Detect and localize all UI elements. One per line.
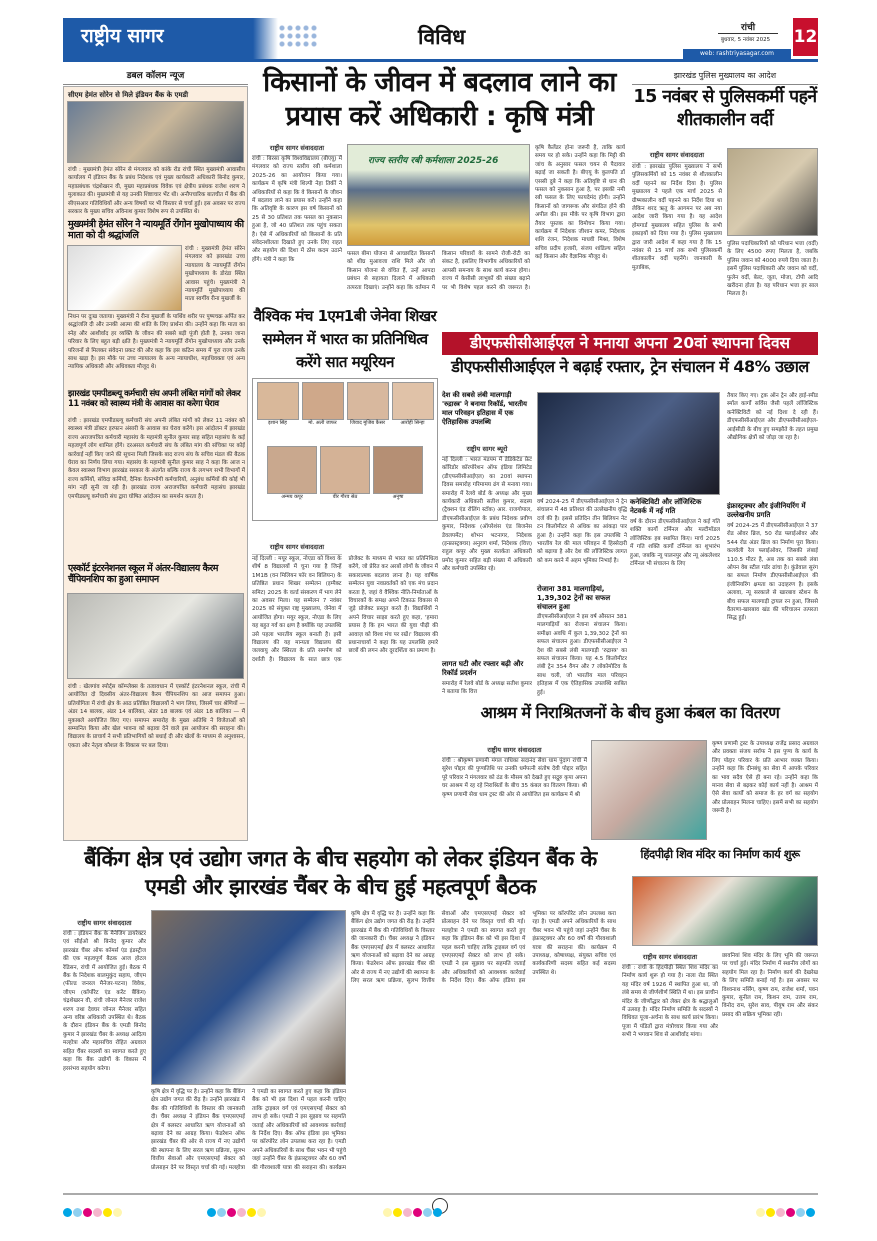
photo xyxy=(267,446,317,494)
student-name: इशान सिंह xyxy=(268,420,287,426)
article-body: वर्ष 2024-25 में डीएफसीसीआईएल ने ट्रेन संचालन में 48 प्रतिशत की उल्लेखनीय वृद्धि दर्ज की है। इससे प्रतिदिन तीन बिलियन नेट टन किलोमीटर से अधिक का आंकड़ा पार हुआ है। उन्होंने कहा कि इस उपलब्धि ने भारतीय रेल की माल परिवहन में हिस्सेदारी को बढ़ाया है और देश की लॉजिस्टिक लागत को कम करने में अहम भूमिका निभाई है। xyxy=(537,499,627,564)
article-body: रांची : झारखंड पुलिस मुख्यालय ने सभी पुलिसकर्मियों को 15 नवंबर से शीतकालीन वर्दी पहनने का निर्देश दिया है। पुलिस मुख्यालय ने पहले एक मार्च 2025 से ग्रीष्मकालीन वर्दी पहनने का निर्देश दिया था लेकिन शरद ऋतु के आगमन पर अब नया आदेश जारी किया गया है। यह आदेश होमगार्ड मुख्यालय सहित पुलिस के सभी इकाइयों को दिया गया है। पुलिस मुख्यालय द्वारा जारी आदेश में कहा गया है कि 15 नवंबर से 15 मार्च तक सभी पुलिसकर्मी शीतकालीन वर्दी पहनेंगे। जानकारी के मुताबिक, xyxy=(632,164,722,271)
photo xyxy=(347,382,389,420)
byline: राष्ट्रीय सागर ब्यूरो xyxy=(442,444,532,457)
article-body: कृषि क्षेत्र में वृद्धि पर है। उन्होंने कहा कि बैंकिंग क्षेत्र उद्योग जगत की रीढ़ है। उन्होंने झारखंड में बैंक की गतिविधियों के विस्तार की जानकारी दी। चैंबर अध्यक्ष ने इंडियन बैंक एमएसएमई क्षेत्र में क्लस्टर आधारित ऋण योजनाओं को बढ़ावा देने का आग्रह किया। फेडरेशन ऑफ झारखंड चैंबर की ओर से राज्य में नए उद्योगों की स्थापना के लिए सरल ऋण प्रक्रिया, सुलभ वित्तीय सेवाओं और एमएसएमई सेक्टर को प्रोत्साहन देने पर विस्तृत चर्चा की गई। मलहोत्रा ने एमडी का स्वागत करते हुए कहा कि इंडियन बैंक को भी इस दिशा में पहल करनी चाहिए ताकि ट्राइबल वर्ग एवं एमएसएमई सेक्टर को लाभ हो सके। एमडी ने इस सुझाव पर सहमति जताई और अधिकारियों को आवश्यक कार्रवाई के निर्देश दिए। बैंक ऑफ इंडिया इस भूमिका पर कॉरपोरेट लोन उपलब्ध करा रहा है। एमडी अपने अधिकारियों के साथ चैंबर भवन भी पहुंचे जहां उन्होंने चैंबर के इंफ्रास्ट्रक्चर और 60 वर्षों की गौरवशाली यात्रा की सराहना की। कार्यक्रम xyxy=(151,1089,346,1171)
student-name: जिवाद मुजिब कैसर xyxy=(349,420,386,426)
headline: वैश्विक मंच 1एम1बी जेनेवा शिखर सम्मेलन में भारत का प्रतिनिधित्व करेंगे सात मयूरियन xyxy=(253,307,437,371)
photo xyxy=(67,593,244,679)
article-body: रांची : मुख्यमंत्री हेमंत सोरेन से मंगलवार को कांके रोड रांची स्थित मुख्यमंत्री आवासीय कार्यालय में इंडियन बैंक के प्रबंध निदेशक एवं मुख्य कार्यकारी अधिकारी बिनोद कुमार, महाप्रबंधक चंद्रशेखरन वी, मुख्य महाप्रबंधक विवेक एवं क्षेत्रीय प्रबंधक राजेश शरण ने मुलाकात की। मुख्यमंत्री से यह उनकी शिष्टाचार भेंट थी। अनौपचारिक बातचीत में बैंक की सीएसआर गतिविधियों और अन्य विषयों पर भी विस्तार से चर्चा हुई। इस अवसर पर राज्य सरकार के मुख्य सचिव अविनाश कुमार विशेष रूप से उपस्थित थे। xyxy=(68,167,245,216)
article-body: डीएफसीसीआईएल ने इस वर्ष औसतन 381 मालगाड़ियों का रोजाना संचालन किया। समीक्षा अवधि में कुल 1,39,302 ट्रेनों का सफल संचालन हुआ। डीएफसीसीआईएल ने देश की सबसे लंबी मालगाड़ी 'रुद्रास्त्र' का सफल संचालन किया। यह 4.5 किलोमीटर लंबी ट्रेन 354 वैगन और 7 लोकोमोटिव के साथ चली, जो भारतीय माल परिवहन इतिहास में एक ऐतिहासिक उपलब्धि साबित हुई। xyxy=(537,614,627,696)
website: web: rashtriyasagar.com xyxy=(683,49,791,59)
article-body: नई दिल्ली : मयूर स्कूल, नोएडा को विश्व के शीर्ष 8 विद्यालयों में चुना गया है जिन्हें 1M1B (वन मिलियन फॉर वन बिलियन) के प्रतिष्ठित प्रधान शिखर सम्मेलन (इम्पैक्ट समिट) 2025 के वर्ल्ड संस्करण में भाग लेने का अवसर मिला। यह सम्मेलन 7 नवंबर 2025 को संयुक्त राष्ट्र मुख्यालय, जेनेवा में आयोजित होगा। मयूर स्कूल, नोएडा के लिए यह बहुत गर्व का क्षण है क्योंकि यह उपलब्धि उसे पहला भारतीय स्कूल बनाती है। इसी विद्यालय की यह मान्यता विद्यालय की जलवायु और स्थिरता के प्रति समर्पण को दर्शाती है। विद्यालय के सात छात्र एक प्रोजेक्ट के माध्यम से भारत का प्रतिनिधित्व करेंगे, जो प्रेरित कर अरबों लोगों के जीवन में सकारात्मक बदलाव लाना है। यह वार्षिक सम्मेलन युवा नवप्रवर्तकों को एक मंच प्रदान करता है, जहां वे वैश्विक नीति-निर्माताओं के विचारकों के समक्ष अपने टिकाऊ विकास से जुड़े प्रोजेक्ट प्रस्तुत करते हैं। विद्यार्थियों ने अपने विचार साझा करते हुए कहा, 'हमारा प्रयास है कि हम भारत की युवा पीढ़ी की आवाज़ को विश्व मंच पर रखें।' विद्यालय की प्रधानाचार्या ने कहा कि यह उपलब्धि हमारे छात्रों की लगन और दूरदर्शिता का प्रमाण है। xyxy=(252,556,438,663)
masthead xyxy=(63,18,818,62)
photo xyxy=(347,144,530,246)
subheading: कनेक्टिविटी और लॉजिस्टिक नेटवर्क में नई गति xyxy=(630,498,702,515)
article-body: कृषि क्षेत्र में वृद्धि पर है। उन्होंने कहा कि बैंकिंग क्षेत्र उद्योग जगत की रीढ़ है। उन्होंने झारखंड में बैंक की गतिविधियों के विस्तार की जानकारी दी। चैंबर अध्यक्ष ने इंडियन बैंक एमएसएमई क्षेत्र में क्लस्टर आधारित ऋण योजनाओं को बढ़ावा देने का आग्रह किया। फेडरेशन ऑफ झारखंड चैंबर की ओर से राज्य में नए उद्योगों की स्थापना के लिए सरल ऋण प्रक्रिया, सुलभ वित्तीय सेवाओं और एमएसएमई सेक्टर को प्रोत्साहन देने पर विस्तृत चर्चा की गई। मलहोत्रा ने एमडी का स्वागत करते हुए कहा कि इंडियन बैंक को भी इस दिशा में पहल करनी चाहिए ताकि ट्राइबल वर्ग एवं एमएसएमई सेक्टर को लाभ हो सके। एमडी ने इस सुझाव पर सहमति जताई और अधिकारियों को आवश्यक कार्रवाई के निर्देश दिए। बैंक ऑफ इंडिया इस भूमिका पर कॉरपोरेट लोन उपलब्ध करा रहा है। एमडी अपने अधिकारियों के साथ चैंबर भवन भी पहुंचे जहां उन्होंने चैंबर के इंफ्रास्ट्रक्चर और 60 वर्षों की गौरवशाली यात्रा की सराहना की। कार्यक्रम में उपाध्यक्ष, कोषाध्यक्ष, संयुक्त सचिव एवं कार्यकारिणी सदस्य सहित कई सदस्य उपस्थित थे। xyxy=(351,911,616,985)
byline: राष्ट्रीय सागर संवाददाता xyxy=(442,745,587,758)
student-name: अनुषा xyxy=(392,494,404,500)
headline: एस्कॉर्ट इंटरनेशनल स्कूल में अंतर-विद्यालय कैरम चैंपियनशिप का हुआ समापन xyxy=(68,563,218,585)
photo xyxy=(320,446,370,494)
student-name: मो. अली जाफर xyxy=(308,420,337,426)
double-column-box xyxy=(63,86,248,841)
date: बुधवार, 5 नवंबर 2025 xyxy=(720,37,771,43)
article-body: वर्ष के दौरान डीएफसीसीआईएल ने कई गति शक्ति कार्गो टर्मिनल और मल्टीमॉडल लॉजिस्टिक हब स्थापित किए। मार्च 2025 में गति शक्ति कार्गो टर्मिनल का शुभारंभ हुआ, जबकि न्यू पालनपुर और न्यू अंकलेश्वर टर्मिनल भी संचालन के लिए xyxy=(630,519,720,568)
article-body: पुलिस पदाधिकारियों को परिधान भत्ता (वर्दी) के लिए 4500 रुपए मिलता है, जबकि पुलिस जवान को 4000 रुपये दिया जाता है। इसमें पुलिस पदाधिकारी और जवान को वर्दी, फुलेन वर्दी, बेल्ट, जूता, मोजा, टोपी आदि खरीदना होता है। यह परिधान भत्ता हर साल मिलता है। xyxy=(727,241,818,298)
kicker: देश की सबसे लंबी मालगाड़ी 'रुद्रास्त्र' ने बनाया रिकॉर्ड, भारतीय माल परिवहन इतिहास में एक ऐतिहासिक उपलब्धि xyxy=(442,391,527,426)
article-body: रांची : झारखंड एमपीडब्ल्यू कर्मचारी संघ अपनी लंबित मांगों को लेकर 11 नवंबर को स्वास्थ्य मंत्री डॉक्टर इरफान अंसारी के आवास का घेराव करेंगे। इस आंदोलन में झारखंड राज्य अराजपत्रित कर्मचारी महासंघ के महामंत्री सुनील कुमार साह सहित महासंघ के कई महत्वपूर्ण लोग शामिल होंगे। दरअसल कर्मचारी संघ के लंबित मांग की संचिका पर कोई कार्रवाई नहीं किए जाने की सूचना मिली जिसके बाद राज्य संघ के सचिव मंडल की बैठक घेराव का निर्णय लिया गया। महासंघ के महामंत्री सुनील कुमार साह ने कहा कि आज न केवल स्वास्थ्य विभाग झारखंड सरकार के अंतर्गत बल्कि राज्य के लगभग सभी विभागों में राज्य कर्मियों, संविदा कर्मियों, दैनिक वेतनभोगी कर्मचारियों, अनुबंध कर्मियों की कोई भी मांग नहीं सुनी जा रही है। झारखंड राज्य अराजपत्रित कर्मचारी महासंघ झारखंड एमपीडब्ल्यू कर्मचारी संघ द्वारा घोषित आंदोलन का समर्थन करता है। xyxy=(68,418,245,500)
kicker: झारखंड पुलिस मुख्यालय का आदेश xyxy=(632,70,818,85)
subheading: लागत घटी और रफ्तार बढ़ी और रिकॉर्ड प्रदर्शन xyxy=(442,660,524,677)
headline: 15 नवंबर से पुलिसकर्मी पहनें शीतकालीन वर्दी xyxy=(633,87,817,130)
byline: राष्ट्रीय सागर संवाददाता xyxy=(622,952,718,965)
logo: राष्ट्रीय सागर xyxy=(81,25,164,47)
photo xyxy=(302,382,344,420)
student-card xyxy=(347,382,389,443)
decor-squares xyxy=(278,24,318,48)
article-body: फसल बीमा योजना से आच्छादित किसानों को शीघ्र मुआवजा राशि मिले और जो किसान योजना से वंचित हैं, उन्हें आपदा प्रबंधन से सहायता दिलाने में अधिकारी तत्परता दिखाएं। उन्होंने कहा कि वर्तमान में किसान परिवारों के सामने रोजी-रोटी का संकट है, इसलिए विभागीय अधिकारियों को आपसी समन्वय के साथ कार्य करना होगा। राज्य में केसीसी लाभुकों की संख्या बढ़ाने पर भी विशेष पहल करने की जरूरत है। xyxy=(347,251,530,291)
article-body: रांची : मुख्यमंत्री हेमंत सोरेन मंगलवार को झारखंड उच्च न्यायालय के न्यायमूर्ति रोंगोन मुखोपाध्याय के डोरंडा स्थित आवास पहुंचे। मुख्यमंत्री ने न्यायमूर्ति मुखोपाध्याय की माता स्वर्गीय रीना मुखर्जी के xyxy=(185,246,245,303)
double-column-label: डबल कॉलम न्यूज xyxy=(63,68,248,85)
article-body: रांची : रांची के हिंदपीढ़ी स्थित शिव मंदिर का निर्माण कार्य शुरू हो गया है। नाला रोड स्थित यह मंदिर वर्ष 1926 में स्थापित हुआ था, जो लंबे समय से जीर्णशीर्ण स्थिति में था। इस प्राचीन मंदिर के जीर्णोद्धार को लेकर क्षेत्र के श्रद्धालुओं में उत्साह है। मंदिर निर्माण समिति के सदस्यों ने विधिवत पूजा-अर्चना के साथ कार्य प्रारंभ किया। पूजा में पंडितों द्वारा मंत्रोच्चार किया गया और सभी ने भगवान शिव से आशीर्वाद मांगा। xyxy=(622,965,718,1039)
article-body: रांची : बिरसा कृषि विश्वविद्यालय (बीएयू) में मंगलवार को राज्य स्तरीय रबी कर्मशाला 2025-26 का आयोजन किया गया। कार्यक्रम में कृषि मंत्री शिल्पी नेहा तिर्की ने अधिकारियों से कहा कि वे किसानों के जीवन में बदलाव लाने का प्रयास करें। उन्होंने कहा कि अतिवृष्टि के कारण इस वर्ष किसानों को 25 से 30 प्रतिशत तक फसल का नुकसान हुआ है, जो 40 प्रतिशत तक पहुंच सकता है। ऐसे में अधिकारियों को किसानों के प्रति संवेदनशीलता दिखाते हुए उनके लिए राहत और सहयोग की दिशा में ठोस कदम उठाने होंगे। मंत्री ने कहा कि xyxy=(252,156,342,263)
student-card xyxy=(257,382,299,443)
byline: राष्ट्रीय सागर संवाददाता xyxy=(63,918,146,931)
student-card xyxy=(392,382,434,443)
color-registration-dots xyxy=(63,1202,123,1221)
headline: डीएफसीसीआईएल ने बढ़ाई रफ्तार, ट्रेन संचालन में 48% उछाल xyxy=(451,357,809,376)
student-card xyxy=(320,446,370,517)
section-title: विविध xyxy=(418,25,466,49)
color-registration-dots xyxy=(383,1202,443,1221)
color-registration-dots xyxy=(207,1202,267,1221)
article-body: रांची : श्रीकृष्ण प्रणामी मंगल राधिका सदानंद सेवा धाम पुंदाग रांची में सुरेश पोद्दार की पुण्यतिथि पर उनकी धर्मपत्नी संतोष देवी पोद्दार सहित पूरे परिवार ने मंगलवार को ठंड के मौसम को देखते हुए सद्गुरु कृपा अपना घर आश्रम में रह रहे निराश्रितों के बीच 35 कंबल का वितरण किया। श्री कृष्ण प्रणामी सेवा धाम ट्रस्ट की ओर से आयोजित इस कार्यक्रम में श्री xyxy=(442,758,587,798)
photo xyxy=(591,740,707,840)
photo xyxy=(727,148,818,236)
headline: हिंदपीढ़ी शिव मंदिर का निर्माण कार्य शुरू xyxy=(640,847,800,861)
subheading: रोजाना 381 मालगाड़ियां, 1,39,302 ट्रेनों का सफल संचालन हुआ xyxy=(537,585,611,611)
photo xyxy=(537,392,720,495)
byline: राष्ट्रीय सागर संवाददाता xyxy=(252,542,342,555)
photo xyxy=(373,446,423,494)
article-body: निधन पर दुःख जताया। मुख्यमंत्री ने रीना मुखर्जी के पार्थिव शरीर पर पुष्पचक्र अर्पित कर श्रद्धांजलि दी और उनकी आत्मा की शांति के लिए प्रार्थना की। उन्होंने कहा कि माता का स्नेह और आशीर्वाद हर व्यक्ति के जीवन की सबसे बड़ी पूंजी होती है, उनका जाना परिवार के लिए बहुत बड़ी क्षति है। मुख्यमंत्री ने न्यायमूर्ति रोंगोन मुखोपाध्याय और उनके परिजनों से मिलकर संवेदना प्रकट की और कहा कि इस कठिन समय में पूरा राज्य उनके साथ खड़ा है। इस मौके पर उच्च न्यायालय के अन्य न्यायाधीश, महाधिवक्ता एवं अन्य न्यायिक अधिकारी और अधिवक्ता मौजूद थे। xyxy=(68,314,245,371)
headline: झारखंड एमपीडब्ल्यू कर्मचारी संघ अपनी लंबित मांगों को लेकर 11 नवंबर को स्वास्थ्य मंत्री के आवास का करेगा घेराव xyxy=(68,389,241,409)
subheading: इंफ्रास्ट्रक्चर और इंजीनियरिंग में उल्लेखनीय प्रगति xyxy=(727,502,806,519)
article-body: वर्ष 2024-25 में डीएफसीसीआईएल ने 37 रोड ओवर ब्रिज, 50 रोड फ्लाईओवर और 544 रोड अंडर ब्रिज का निर्माण पूरा किया। कलवेली रेल फ्लाईओवर, जिसकी लंबाई 110.5 मीटर है, अब तक का सबसे लंबा ओपन वेब स्टील गर्डर ढांचा है। कुंडेवाल सुरंग का सफल निर्माण डीएफसीसीआईएल की इंजीनियरिंग क्षमता का उदाहरण है। इसके अलावा, न्यू सरकाले से खारबाव स्टेशन के बीच सफल मालगाड़ी ट्रायल रन हुआ, जिससे वैतरणा-खारबाव खंड की परिचालन तत्परता सिद्ध हुई। xyxy=(727,523,818,622)
photo xyxy=(632,876,818,946)
headline: बैंकिंग क्षेत्र एवं उद्योग जगत के बीच सहयोग को लेकर इंडियन बैंक के एमडी और झारखंड चैंबर के बीच हुई महत्वपूर्ण बैठक xyxy=(84,847,597,900)
article-body: रांची : इंडियन बैंक के मैनेजिंग डायरेक्टर एवं सीईओ श्री बिनोद कुमार और झारखंड चैंबर ऑफ कॉमर्स एंड इंडस्ट्रीज की एक महत्वपूर्ण बैठक आज होटल रेडिसन, रांची में आयोजित हुई। बैठक में बैंक के निदेशक बालमुकुंद सहाय, जीएम (फील्ड जनरल मैनेजर-पटना) विवेक, जीएम (कॉर्पोरेट एंड करेंट बैंकिंग) चंद्रशेखरन वी, रांची जोनल मैनेजर राजेश शरण तथा देवघर जोनल मैनेजर सहित अन्य वरिष्ठ अधिकारी उपस्थित थे। बैठक के दौरान इंडियन बैंक के एमडी बिनोद कुमार ने झारखंड चैंबर के अध्यक्ष आदित्य मल्होत्रा और महासचिव रोहित अग्रवाल सहित चैंबर सदस्यों का स्वागत करते हुए कहा कि बैंक उद्योगों के विकास में हरसंभव सहयोग करेगा। xyxy=(63,931,146,1072)
byline: राष्ट्रीय सागर संवाददाता xyxy=(632,150,722,163)
student-card xyxy=(373,446,423,517)
photo xyxy=(392,382,434,420)
headline: मुख्यमंत्री हेमंत सोरेन ने न्यायमूर्ति रोंगोन मुखोपाध्याय की माता को दी श्रद्धांजलि xyxy=(68,219,244,241)
article-body: छावनियां शिव मंदिर के लिए भूमि की जरूरत पर चर्चा हुई। मंदिर निर्माण में स्थानीय लोगों का सहयोग मिल रहा है। निर्माण कार्य की देखरेख के लिए समिति बनाई गई है। इस अवसर पर विश्वनाथ नर्सिंग, कृष्ण राम, राजेश शर्मा, पवन कुमार, सुनील राम, किशन राम, उत्तम राम, विनोद राम, सुरेश साव, पीयूष राम और संकर प्रसाद की सक्रिय भूमिका रही। xyxy=(722,953,818,1018)
article-body: नई दिल्ली : भारत मंडपम में डेडिकेटेड फ्रेट कॉरिडोर कॉरपोरेशन ऑफ इंडिया लिमिटेड (डीएफसीसीआईएल) का 20वां स्थापना दिवस समारोह गरिमामय ढंग से मनाया गया। समारोह में रेलवे बोर्ड के अध्यक्ष और मुख्य कार्यकारी अधिकारी सतीश कुमार, सदस्य (ट्रैक्शन एंड रोलिंग स्टॉक) आर. राजगोपाल, डीएफसीसीआईएल के प्रबंध निदेशक प्रवीण कुमार, निदेशक (ऑपरेशंस एंड बिजनेस डेवलपमेंट) शोभन भटनागर, निदेशक (इन्फ्रास्ट्रक्चर) अनुराग शर्मा, निदेशक (वित्त) राहुल कपूर और मुख्य सतर्कता अधिकारी प्रमोद कुमार सहित बड़ी संख्या में अधिकारी और कर्मचारी उपस्थित रहे। xyxy=(442,457,532,573)
lead-headline: किसानों के जीवन में बदलाव लाने का प्रयास करें अधिकारी : कृषि मंत्री xyxy=(263,67,616,132)
photo xyxy=(67,101,244,163)
color-registration-dots xyxy=(756,1202,816,1221)
footer-rule xyxy=(63,1193,818,1195)
student-photos xyxy=(252,378,438,521)
article-body: रांची : खेलगांव स्पोर्ट्स कॉम्प्लेक्स के तत्वावधान में एस्कॉर्ट इंटरनेशनल स्कूल, रांची में आयोजित दो दिवसीय अंतर-विद्यालय कैरम चैंपियनशिप का आज समापन हुआ। प्रतियोगिता में रांची क्षेत्र के आठ प्रतिष्ठित विद्यालयों ने भाग लिया, जिसमें चार श्रेणियों — अंडर 14 बालक, अंडर 14 बालिका, अंडर 18 बालक एवं अंडर 18 बालिका — में मुकाबले आयोजित किए गए। समापन समारोह के मुख्य अतिथि ने विजेताओं को सम्मानित किया और खेल भावना को बढ़ावा देने वाले इस आयोजन की सराहना की। विद्यालय के प्राचार्य ने सभी प्रतिभागियों को बधाई दी और खेलों के माध्यम से अनुशासन, एकता और नेतृत्व कौशल के विकास पर बल दिया। xyxy=(68,684,245,749)
article-body: कृषि कैलेंडर होना जरूरी है, ताकि कार्य समय पर हो सके। उन्होंने कहा कि मिट्टी की जांच के अनुसार फसल चयन से पैदावार बढ़ाई जा सकती है। बीएयू के कुलपति डॉ एससी दुबे ने कहा कि अतिवृष्टि से धान की फसल को नुकसान हुआ है, पर इसकी नमी रबी फसल के लिए फायदेमंद होगी। उन्होंने किसानों को जागरूक और संगठित होने की अपील की। इस मौके पर कृषि विभाग द्वारा तैयार पुस्तक का विमोचन किया गया। कार्यक्रम में निदेशक जीशान कमर, निदेशक शशि रंजन, निदेशक माधवी मिश्रा, विशेष सचिव प्रदीप हजारी, संजय शांडिल्य सहित कई किसान और वैज्ञानिक मौजूद थे। xyxy=(535,145,625,261)
article-body: कृष्ण प्रणामी ट्रस्ट के उपाध्यक्ष राजेंद्र प्रसाद अग्रवाल और प्रवक्ता संजय सर्राफ ने इस पुण्य के कार्य के लिए पोद्दार परिवार के प्रति आभार व्यक्त किया। उन्होंने कहा कि दीनबंधु का सेवा में आपके परिवार का भाव सदैव ऐसे ही बना रहे। उन्होंने कहा कि मानव सेवा से बढ़कर कोई कार्य नहीं है। आश्रम में ऐसे सेवा कार्यों को समाज के हर वर्ग का सहयोग और प्रोत्साहन मिलना चाहिए। इसमें सभी का सहयोग जरूरी है। xyxy=(712,741,818,815)
red-banner: डीएफसीसीआईएल ने मनाया अपना 20वां स्थापना दिवस xyxy=(442,332,818,355)
photo-banner-text: राज्य स्तरीय रबी कर्मशाला 2025-26 xyxy=(368,156,499,166)
student-name: आरोही सिन्हा xyxy=(400,420,425,426)
student-card xyxy=(267,446,317,517)
photo xyxy=(151,910,346,1085)
student-name: वीर गौरव सेठ xyxy=(332,494,358,500)
article-body: तैयार किए गए। ट्रक ऑन ट्रेन और हाई-स्पीड स्मॉल कार्गो सर्विस जैसी पहलें लॉजिस्टिक कनेक्टिविटी को नई दिशा दे रही हैं। डीएफसीसीआईएल और डीएफसीसीआईएल-आईसीडी के बीच हुए समझौते के तहत प्रमुख औद्योगिक क्षेत्रों को जोड़ा जा रहा है। xyxy=(727,393,818,442)
photo xyxy=(257,382,299,420)
student-card xyxy=(302,382,344,443)
headline: आश्रम में निराश्रितजनों के बीच हुआ कंबल का वितरण xyxy=(480,703,780,722)
byline: राष्ट्रीय सागर संवाददाता xyxy=(252,143,342,156)
article-body: समारोह में रेलवे बोर्ड के अध्यक्ष सतीश कुमार ने बताया कि वित्त xyxy=(442,681,532,696)
city: रांची xyxy=(718,20,778,34)
page-number: 12 xyxy=(793,18,818,56)
headline: सीएम हेमंत सोरेन से मिले इंडियन बैंक के एमडी xyxy=(68,91,189,99)
student-name: अन्मय कपूर xyxy=(281,494,303,500)
photo xyxy=(67,245,182,311)
